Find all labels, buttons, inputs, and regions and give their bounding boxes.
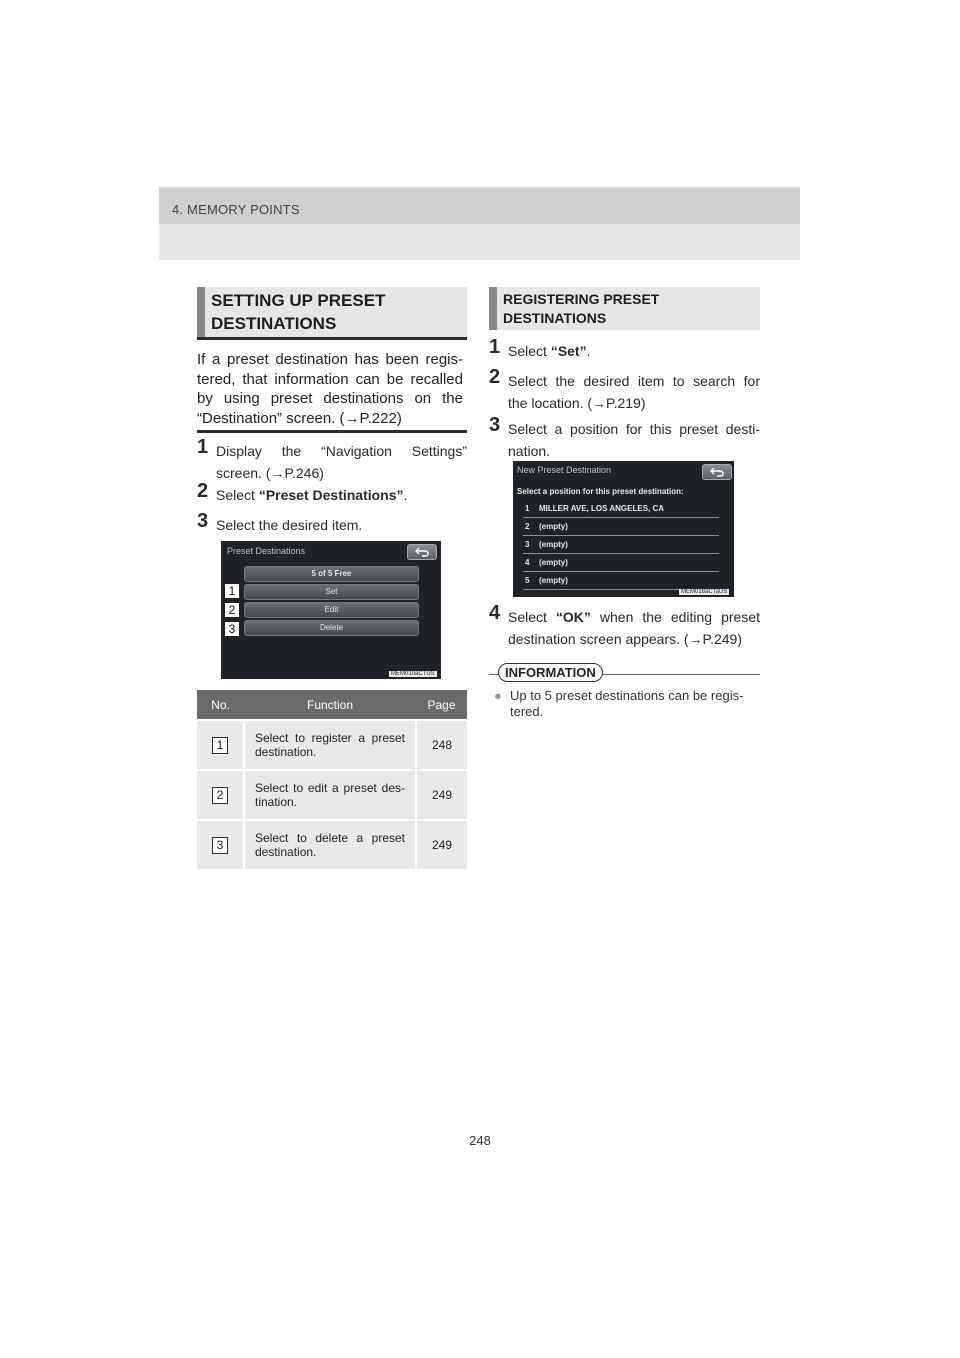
step-text-post: .: [586, 343, 591, 359]
column-header-function: Function: [244, 690, 416, 720]
position-label: (empty): [539, 522, 568, 531]
position-number: 1: [525, 504, 530, 513]
right-step-2: [489, 366, 760, 414]
section-title-line: REGISTERING PRESET: [503, 290, 660, 307]
edit-button[interactable]: Edit: [244, 602, 419, 618]
step-text-pre: Select: [216, 487, 259, 503]
chapter-title: 4. MEMORY POINTS: [172, 202, 300, 217]
step-number: 1: [489, 336, 501, 358]
preset-destinations-screen: [221, 541, 441, 679]
step-text-bold: “Preset Destinations”: [258, 487, 404, 503]
back-button[interactable]: [702, 464, 732, 480]
step-text-post: .: [403, 487, 408, 503]
screen-title: Preset Destinations: [227, 546, 306, 556]
information-text: [510, 688, 743, 720]
section-title-registering: [489, 287, 760, 330]
position-number: 3: [525, 540, 530, 549]
step-text: [503, 370, 760, 414]
section-title-bar: [197, 287, 205, 337]
intro-line: by using preset destinations on the: [197, 390, 463, 407]
position-label: (empty): [539, 558, 568, 567]
table-cell-function: [244, 820, 416, 869]
row-number-box: 2: [212, 787, 228, 804]
delete-button[interactable]: Delete: [244, 620, 419, 636]
table-cell-function: [244, 720, 416, 770]
free-count-display: 5 of 5 Free: [244, 566, 419, 582]
image-id: MEM010aCTUS: [391, 671, 435, 677]
function-line: Select to register a preset: [255, 731, 405, 745]
table-row: [197, 770, 467, 820]
set-button[interactable]: Set: [244, 584, 419, 600]
page-number: 248: [469, 1133, 491, 1148]
information-line: Up to 5 preset destinations can be regis-: [510, 688, 744, 703]
function-line: Select to edit a preset des-: [255, 781, 405, 795]
table-cell-no: [197, 720, 244, 770]
right-step-4: [489, 602, 760, 650]
section-title-text: [211, 289, 385, 335]
step-text: [211, 440, 467, 484]
intro-line: If a preset destination has been regis-: [197, 351, 463, 368]
image-id: MEM018aCTaUS: [681, 589, 728, 595]
step-line: Select the desired item to search for: [508, 373, 760, 389]
step-line: nation.: [508, 443, 551, 459]
section-title-line: DESTINATIONS: [503, 309, 607, 326]
information-line: tered.: [510, 704, 544, 719]
table-cell-no: [197, 820, 244, 869]
step-number: 1: [197, 436, 209, 458]
back-arrow-icon: [415, 547, 429, 557]
step-text: Select the desired item.: [216, 517, 363, 533]
left-step-3: [197, 510, 467, 536]
position-label: MILLER AVE, LOS ANGELES, CA: [539, 504, 665, 513]
position-row-2[interactable]: [523, 521, 719, 536]
screen-subtitle: Select a position for this preset destination:: [517, 487, 684, 496]
section-title-line: DESTINATIONS: [211, 314, 337, 333]
function-line: destination.: [255, 745, 317, 759]
step-text: [503, 340, 760, 362]
position-number: 2: [525, 522, 530, 531]
table-cell-no: [197, 770, 244, 820]
chapter-header-subband: [159, 224, 800, 260]
step-line: Display the “Navigation Settings”: [216, 443, 467, 459]
step-number: 3: [197, 510, 209, 532]
step-text-post: when the editing preset: [590, 609, 760, 625]
function-line: destination.: [255, 845, 317, 859]
step-line: destination screen appears. (→P.249): [508, 631, 742, 647]
position-row-1[interactable]: [523, 503, 719, 518]
left-step-2: [197, 480, 467, 506]
section-title-setting-up: [197, 287, 467, 340]
position-row-3[interactable]: [523, 539, 719, 554]
step-text: [503, 418, 760, 462]
step-line: screen. (→P.246): [216, 465, 324, 481]
intro-line: “Destination” screen. (→P.222): [197, 409, 402, 427]
section-title-bar: [489, 287, 497, 330]
step-text: [211, 484, 467, 506]
step-number: 2: [489, 366, 501, 388]
intro-line: tered, that information can be recalled: [197, 370, 463, 388]
position-label: (empty): [539, 576, 568, 585]
section-title-line: SETTING UP PRESET: [211, 291, 386, 310]
information-body: [494, 688, 756, 720]
step-number: 2: [197, 480, 209, 502]
table-header-row: [197, 690, 467, 720]
column-header-page: Page: [416, 690, 467, 720]
step-number: 4: [489, 602, 501, 624]
function-line: Select to delete a preset: [255, 831, 405, 845]
step-line: [508, 606, 760, 628]
function-table: [197, 690, 467, 869]
information-label: INFORMATION: [498, 663, 603, 682]
right-step-1: [489, 336, 760, 362]
step-text-bold: “Set”: [550, 343, 587, 359]
intro-paragraph: [197, 346, 467, 433]
step-text-pre: Select: [508, 609, 556, 625]
right-step-3: [489, 414, 760, 462]
step-text-pre: Select: [508, 343, 551, 359]
callout-1: 1: [224, 583, 240, 599]
table-cell-page: 248: [416, 720, 467, 770]
table-cell-function: [244, 770, 416, 820]
position-number: 4: [525, 558, 530, 567]
table-row: [197, 720, 467, 770]
new-preset-destination-screen: [513, 461, 734, 597]
row-number-box: 1: [212, 737, 228, 754]
back-button[interactable]: [407, 544, 437, 560]
row-number-box: 3: [212, 837, 228, 854]
step-line: the location. (→P.219): [508, 395, 646, 411]
section-title-text: [503, 290, 659, 328]
position-row-4[interactable]: [523, 557, 719, 572]
callout-2: 2: [224, 602, 240, 618]
callout-3: 3: [224, 621, 240, 637]
table-cell-page: 249: [416, 770, 467, 820]
position-row-5[interactable]: [523, 575, 719, 590]
back-arrow-icon: [710, 467, 724, 477]
screen-title: New Preset Destination: [517, 465, 612, 475]
step-line: Select a position for this preset desti-: [508, 421, 760, 437]
column-header-no: No.: [197, 690, 244, 720]
position-label: (empty): [539, 540, 568, 549]
left-step-1: [197, 436, 467, 484]
step-text-bold: “OK”: [555, 609, 591, 625]
table-row: [197, 820, 467, 869]
function-line: tination.: [255, 795, 298, 809]
step-number: 3: [489, 414, 501, 436]
bullet-icon: ●: [494, 688, 502, 703]
step-text: [503, 606, 760, 650]
position-number: 5: [525, 576, 530, 585]
table-cell-page: 249: [416, 820, 467, 869]
